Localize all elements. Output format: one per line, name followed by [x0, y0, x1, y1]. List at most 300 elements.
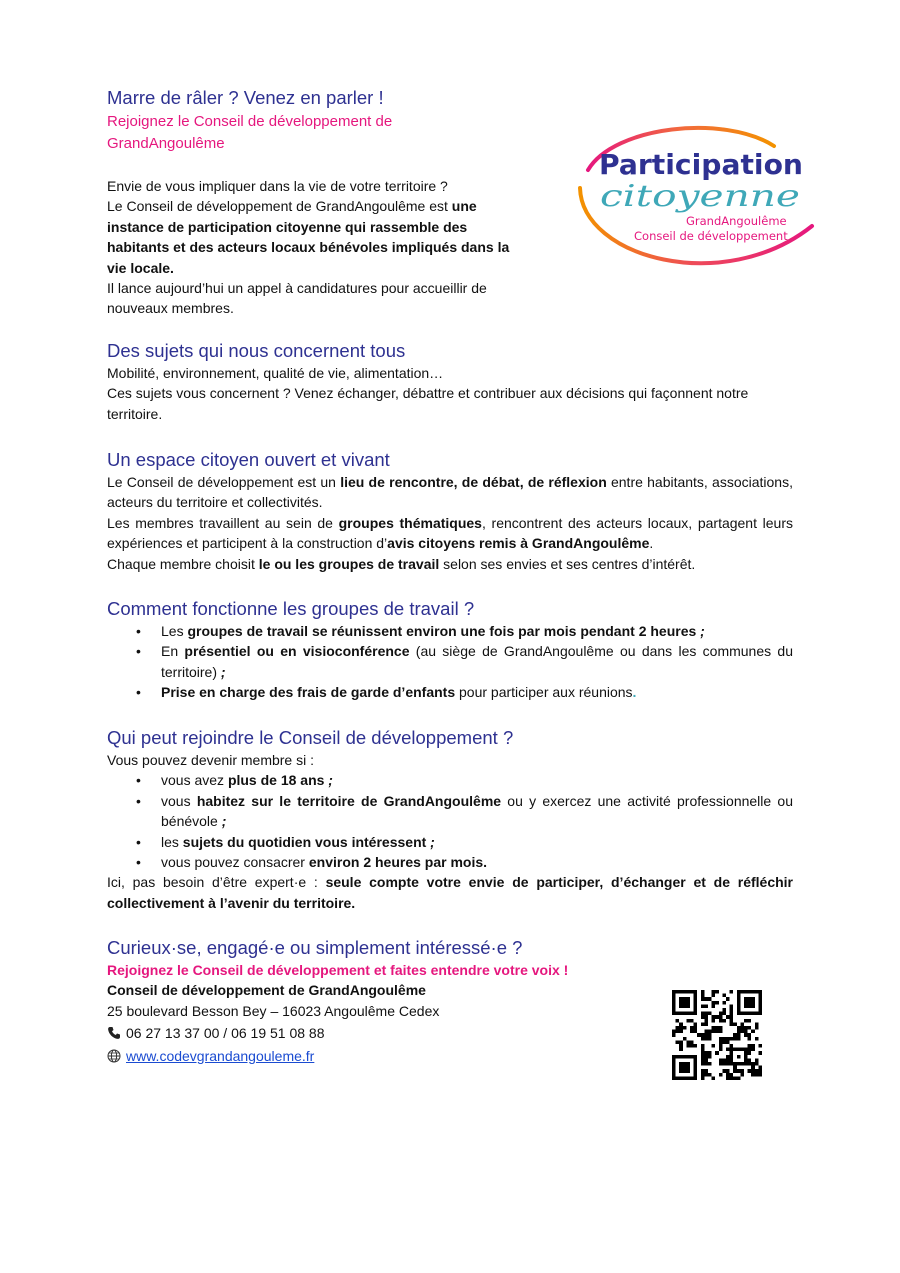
qr-module — [758, 990, 762, 994]
qr-module — [737, 1055, 741, 1059]
text-run: ou y exercez une activité professionnelle ou bénévole — [161, 792, 793, 830]
qr-module — [679, 1055, 683, 1059]
text-run-bold-italic: ; — [217, 663, 226, 680]
qr-module — [748, 1069, 752, 1073]
qr-module — [712, 1004, 716, 1008]
phone-icon — [107, 1026, 121, 1040]
qr-module — [726, 1073, 730, 1077]
qr-module — [690, 1026, 694, 1030]
qr-module — [722, 994, 726, 998]
text-run: (au siège de GrandAngoulême ou dans les communes du territoire) — [161, 643, 793, 680]
qr-module — [672, 1066, 676, 1070]
text-run: En — [161, 643, 185, 660]
qr-module — [679, 1004, 683, 1008]
qr-module — [672, 1062, 676, 1066]
qr-module — [733, 1037, 737, 1041]
qr-module — [748, 1062, 752, 1066]
qr-module — [730, 1076, 734, 1080]
logo-graphic — [574, 118, 818, 280]
qr-module — [676, 1019, 680, 1023]
qr-module — [712, 1019, 716, 1023]
list-item — [107, 791, 793, 832]
qr-module — [758, 1012, 762, 1016]
qr-module — [694, 1026, 698, 1030]
qr-module — [755, 990, 759, 994]
qr-module — [694, 1076, 698, 1080]
qr-module — [676, 1030, 680, 1034]
intro-paragraph-2 — [107, 196, 525, 278]
page-subtitle — [107, 111, 547, 155]
qr-module — [712, 994, 716, 998]
qr-module — [704, 1033, 708, 1037]
qr-module — [704, 1073, 708, 1077]
qr-module — [683, 997, 687, 1001]
qr-module — [715, 1015, 719, 1019]
qr-module — [719, 1019, 723, 1023]
section-espace-paragraph-2 — [107, 513, 793, 554]
qr-module — [722, 1062, 726, 1066]
section-sujets-line-2: Ces sujets vous concernent ? Venez échanger, débattre et contribuer aux décisions qui façonnent notre territoire. — [107, 385, 749, 422]
qr-module — [748, 1048, 752, 1052]
qr-module — [730, 1073, 734, 1077]
qr-module — [704, 1030, 708, 1034]
qr-module — [737, 1033, 741, 1037]
qr-module — [686, 1001, 690, 1005]
qr-module — [726, 1055, 730, 1059]
qr-module — [708, 1030, 712, 1034]
text-run: vous — [161, 792, 197, 809]
bullet-icon: • — [136, 792, 141, 809]
qr-module — [726, 1037, 730, 1041]
qr-module — [686, 1066, 690, 1070]
qr-module — [679, 1026, 683, 1030]
qr-module — [748, 997, 752, 1001]
qr-module — [679, 1044, 683, 1048]
qr-module — [719, 1037, 723, 1041]
text-run: Les — [161, 623, 188, 639]
rejoindre-bullet-list — [107, 770, 793, 872]
qr-module — [737, 1069, 741, 1073]
qr-module — [737, 1008, 741, 1012]
qr-module — [730, 1058, 734, 1062]
qr-module — [737, 994, 741, 998]
qr-module — [726, 997, 730, 1001]
qr-module — [676, 990, 680, 994]
section-rejoindre-outro — [107, 872, 793, 913]
qr-module — [701, 1051, 705, 1055]
qr-module — [686, 1019, 690, 1023]
qr-module — [730, 1051, 734, 1055]
qr-module — [676, 1055, 680, 1059]
qr-module — [758, 997, 762, 1001]
qr-module — [730, 1004, 734, 1008]
contact-website-row — [107, 1046, 667, 1066]
qr-module — [686, 1012, 690, 1016]
qr-module — [701, 997, 705, 1001]
qr-module — [744, 1004, 748, 1008]
qr-module — [676, 1076, 680, 1080]
qr-module — [737, 1012, 741, 1016]
qr-module — [690, 1030, 694, 1034]
qr-module — [715, 990, 719, 994]
text-run-bold: seule compte votre envie de participer, d’échanger et de réfléchir collectivement à l’avenir du territoire. — [107, 874, 794, 911]
qr-module — [748, 1037, 752, 1041]
qr-module — [748, 990, 752, 994]
contact-phone[interactable]: 06 27 13 37 00 / 06 19 51 08 88 — [126, 1025, 325, 1042]
contact-website-link[interactable]: www.codevgrandangouleme.fr — [126, 1047, 315, 1064]
text-run: vous pouvez consacrer — [161, 854, 309, 871]
qr-module — [704, 1062, 708, 1066]
qr-module — [726, 1062, 730, 1066]
qr-module — [758, 1066, 762, 1070]
qr-module — [683, 1012, 687, 1016]
qr-module — [719, 1044, 723, 1048]
qr-module — [744, 1055, 748, 1059]
qr-module — [722, 1012, 726, 1016]
text-run-bold-italic: ; — [324, 772, 333, 789]
qr-module — [690, 1055, 694, 1059]
qr-module — [755, 1058, 759, 1062]
qr-module — [719, 1015, 723, 1019]
qr-module — [733, 1048, 737, 1052]
qr-module — [704, 1019, 708, 1023]
qr-module — [708, 1073, 712, 1077]
qr-module — [672, 1073, 676, 1077]
qr-module — [744, 1026, 748, 1030]
contact-organization: Conseil de développement de GrandAngoulême — [107, 982, 426, 999]
section-groupes — [107, 597, 793, 703]
qr-module — [704, 1051, 708, 1055]
qr-module — [737, 1001, 741, 1005]
qr-module — [704, 1069, 708, 1073]
qr-module — [744, 990, 748, 994]
qr-module — [726, 1048, 730, 1052]
text-run-bold: environ 2 heures par mois. — [308, 854, 488, 871]
section-espace-paragraph-3 — [107, 554, 793, 574]
qr-module — [704, 1012, 708, 1016]
qr-module — [712, 990, 716, 994]
qr-module — [744, 1001, 748, 1005]
qr-module — [744, 1058, 748, 1062]
qr-module — [704, 1015, 708, 1019]
qr-module — [679, 1048, 683, 1052]
qr-module — [679, 1040, 683, 1044]
logo-word-citoyenne: citoyenne — [600, 179, 800, 214]
intro-p2-bold: une instance de participation citoyenne qui rassemble des habitants et des acteurs locaux bénévoles impliqués dans la vie locale. — [107, 198, 510, 276]
bullet-icon: • — [136, 643, 141, 660]
text-run: , rencontrent des acteurs locaux, partagent leurs expériences et participent à la construction d’ — [107, 514, 793, 552]
qr-module — [748, 1058, 752, 1062]
section-sujets-title: Des sujets qui nous concernent tous — [107, 340, 406, 361]
qr-module — [751, 1073, 755, 1077]
text-run-bold: sujets du quotidien vous intéressent — [182, 833, 427, 850]
qr-module — [672, 1058, 676, 1062]
qr-module — [740, 1062, 744, 1066]
qr-module — [758, 1008, 762, 1012]
qr-module — [758, 1044, 762, 1048]
qr-module — [686, 1069, 690, 1073]
qr-module — [755, 1069, 759, 1073]
qr-module — [708, 1012, 712, 1016]
qr-module — [694, 1044, 698, 1048]
qr-module — [751, 1001, 755, 1005]
qr-module — [744, 997, 748, 1001]
qr-module — [694, 1001, 698, 1005]
qr-module — [679, 1022, 683, 1026]
bullet-icon: • — [136, 623, 141, 639]
qr-module — [679, 1012, 683, 1016]
qr-module — [694, 1066, 698, 1070]
text-run: les — [161, 833, 183, 850]
qr-module — [694, 994, 698, 998]
qr-module — [751, 1030, 755, 1034]
qr-module — [672, 994, 676, 998]
qr-module — [726, 1040, 730, 1044]
qr-module — [672, 1012, 676, 1016]
list-item — [107, 852, 793, 872]
qr-module — [730, 1044, 734, 1048]
qr-module — [748, 1051, 752, 1055]
qr-module — [701, 1012, 705, 1016]
qr-module — [737, 990, 741, 994]
qr-module — [701, 1076, 705, 1080]
qr-module — [722, 1001, 726, 1005]
qr-module — [701, 1004, 705, 1008]
list-item — [107, 682, 793, 702]
qr-module — [701, 1033, 705, 1037]
qr-module — [704, 1037, 708, 1041]
intro — [107, 176, 525, 319]
qr-module — [751, 1069, 755, 1073]
qr-module — [740, 1026, 744, 1030]
qr-module — [690, 1040, 694, 1044]
text-run-bold-italic: ; — [696, 623, 705, 639]
qr-module — [672, 1033, 676, 1037]
qr-module — [726, 1076, 730, 1080]
qr-module — [712, 1030, 716, 1034]
qr-module — [672, 997, 676, 1001]
qr-code[interactable] — [672, 990, 762, 1080]
qr-module — [730, 1037, 734, 1041]
qr-module — [686, 1055, 690, 1059]
qr-module — [672, 1004, 676, 1008]
qr-module — [679, 997, 683, 1001]
qr-module — [730, 1022, 734, 1026]
qr-module — [701, 1073, 705, 1077]
logo-word-participation: Participation — [599, 148, 803, 181]
qr-module — [715, 1051, 719, 1055]
qr-module — [748, 1004, 752, 1008]
qr-module — [730, 1062, 734, 1066]
qr-module — [730, 1048, 734, 1052]
qr-module — [751, 1062, 755, 1066]
qr-module — [672, 990, 676, 994]
logo-line-grandangouleme: GrandAngoulême — [686, 214, 787, 228]
qr-module — [755, 1022, 759, 1026]
qr-module — [722, 1008, 726, 1012]
qr-module — [708, 1062, 712, 1066]
section-rejoindre-intro: Vous pouvez devenir membre si : — [107, 752, 314, 768]
qr-module — [715, 1001, 719, 1005]
qr-module — [679, 1066, 683, 1070]
qr-module — [712, 1001, 716, 1005]
qr-module — [755, 1026, 759, 1030]
qr-module — [722, 1058, 726, 1062]
qr-module — [694, 990, 698, 994]
qr-module — [730, 990, 734, 994]
qr-module — [712, 1026, 716, 1030]
qr-module — [737, 1048, 741, 1052]
qr-module — [733, 1076, 737, 1080]
text-run: Ici, pas besoin d’être expert·e : — [107, 874, 326, 891]
qr-module — [751, 990, 755, 994]
qr-module — [726, 1069, 730, 1073]
text-run: Chaque membre choisit — [107, 555, 259, 572]
qr-module — [708, 1037, 712, 1041]
qr-module — [712, 1044, 716, 1048]
qr-module — [722, 1019, 726, 1023]
qr-module — [683, 1026, 687, 1030]
text-run: entre habitants, associations, acteurs du territoire et collectivités. — [107, 474, 793, 511]
qr-module — [748, 1044, 752, 1048]
qr-module — [708, 1051, 712, 1055]
qr-module — [694, 1058, 698, 1062]
qr-module — [679, 1076, 683, 1080]
text-run-bold: habitez sur le territoire de GrandAngoulême — [196, 792, 502, 809]
qr-module — [712, 1015, 716, 1019]
qr-module — [740, 990, 744, 994]
intro-p2-regular: Le Conseil de développement de GrandAngoulême est — [107, 198, 452, 215]
qr-module — [676, 1040, 680, 1044]
qr-module — [679, 1062, 683, 1066]
qr-module — [737, 1037, 741, 1041]
qr-module — [733, 1069, 737, 1073]
qr-module — [701, 1055, 705, 1059]
qr-module — [708, 1033, 712, 1037]
contact-address: 25 boulevard Besson Bey – 16023 Angoulême Cedex — [107, 1002, 440, 1019]
qr-module — [740, 1048, 744, 1052]
qr-module — [701, 1069, 705, 1073]
contact-phone-row — [107, 1023, 667, 1043]
globe-icon — [107, 1049, 121, 1063]
section-contact-title: Curieux·se, engagé·e ou simplement intéressé·e ? — [107, 937, 523, 958]
qr-module — [751, 1048, 755, 1052]
text-run: Le Conseil de développement est un — [107, 474, 341, 490]
qr-module — [755, 1062, 759, 1066]
section-contact — [107, 936, 667, 1066]
qr-module — [737, 997, 741, 1001]
qr-module — [683, 1062, 687, 1066]
qr-module — [722, 1040, 726, 1044]
qr-module — [740, 1069, 744, 1073]
section-rejoindre — [107, 726, 793, 913]
bullet-icon: • — [136, 833, 141, 850]
text-run-bold: le ou les groupes de travail — [258, 555, 440, 572]
section-espace-title: Un espace citoyen ouvert et vivant — [107, 449, 390, 470]
qr-module — [722, 1037, 726, 1041]
qr-module — [748, 1026, 752, 1030]
qr-module — [719, 1048, 723, 1052]
qr-module — [715, 1030, 719, 1034]
qr-module — [683, 1037, 687, 1041]
qr-module — [755, 1037, 759, 1041]
qr-module — [683, 1001, 687, 1005]
qr-module — [733, 1033, 737, 1037]
qr-module — [701, 1058, 705, 1062]
qr-module — [740, 1073, 744, 1077]
logo-line-conseil: Conseil de développement — [634, 229, 788, 243]
subtitle-line-1: Rejoignez le Conseil de développement de — [107, 113, 393, 130]
qr-module — [751, 1044, 755, 1048]
qr-module — [744, 1019, 748, 1023]
text-run-bold: Prise en charge des frais de garde d’enfants — [161, 684, 456, 701]
qr-module — [701, 1015, 705, 1019]
qr-module — [704, 1004, 708, 1008]
qr-module — [672, 1030, 676, 1034]
qr-module — [740, 1030, 744, 1034]
intro-paragraph-3: Il lance aujourd’hui un appel à candidatures pour accueillir de nouveaux membres. — [107, 280, 487, 317]
qr-module — [672, 1069, 676, 1073]
qr-module — [690, 1019, 694, 1023]
qr-module — [744, 1051, 748, 1055]
qr-module — [737, 1062, 741, 1066]
qr-module — [679, 1001, 683, 1005]
bullet-icon: • — [136, 772, 141, 789]
bullet-icon: • — [136, 684, 141, 701]
text-run-bold: présentiel ou en visioconférence — [184, 643, 410, 660]
qr-module — [686, 1040, 690, 1044]
qr-module — [701, 1048, 705, 1052]
qr-module — [701, 1022, 705, 1026]
qr-module — [686, 1076, 690, 1080]
qr-module — [676, 1026, 680, 1030]
text-run-bold-italic: ; — [217, 813, 227, 830]
qr-module — [733, 1062, 737, 1066]
list-item — [107, 641, 793, 682]
qr-module — [683, 1076, 687, 1080]
text-run-bold-italic: ; — [426, 833, 435, 850]
qr-module — [683, 1055, 687, 1059]
qr-module — [683, 990, 687, 994]
text-run: pour participer aux réunions — [455, 684, 633, 701]
qr-module — [737, 1026, 741, 1030]
qr-module — [694, 1055, 698, 1059]
section-sujets — [107, 339, 793, 424]
qr-module — [726, 1058, 730, 1062]
qr-module — [694, 1069, 698, 1073]
qr-module — [701, 994, 705, 998]
qr-module — [672, 1008, 676, 1012]
qr-module — [708, 997, 712, 1001]
qr-module — [744, 1062, 748, 1066]
qr-module — [694, 1073, 698, 1077]
qr-module — [737, 1004, 741, 1008]
qr-module — [704, 1022, 708, 1026]
text-run-accent: . — [632, 684, 637, 701]
qr-module — [690, 1076, 694, 1080]
qr-module — [719, 1030, 723, 1034]
qr-module — [697, 1033, 701, 1037]
text-run: vous avez — [161, 772, 228, 789]
contact-cta: Rejoignez le Conseil de développement et faites entendre votre voix ! — [107, 962, 569, 978]
bullet-icon: • — [136, 854, 141, 871]
qr-module — [704, 1058, 708, 1062]
section-groupes-title: Comment fonctionne les groupes de travail ? — [107, 598, 475, 619]
qr-module — [751, 1012, 755, 1016]
qr-module — [755, 1012, 759, 1016]
qr-module — [737, 1076, 741, 1080]
qr-module — [719, 1062, 723, 1066]
